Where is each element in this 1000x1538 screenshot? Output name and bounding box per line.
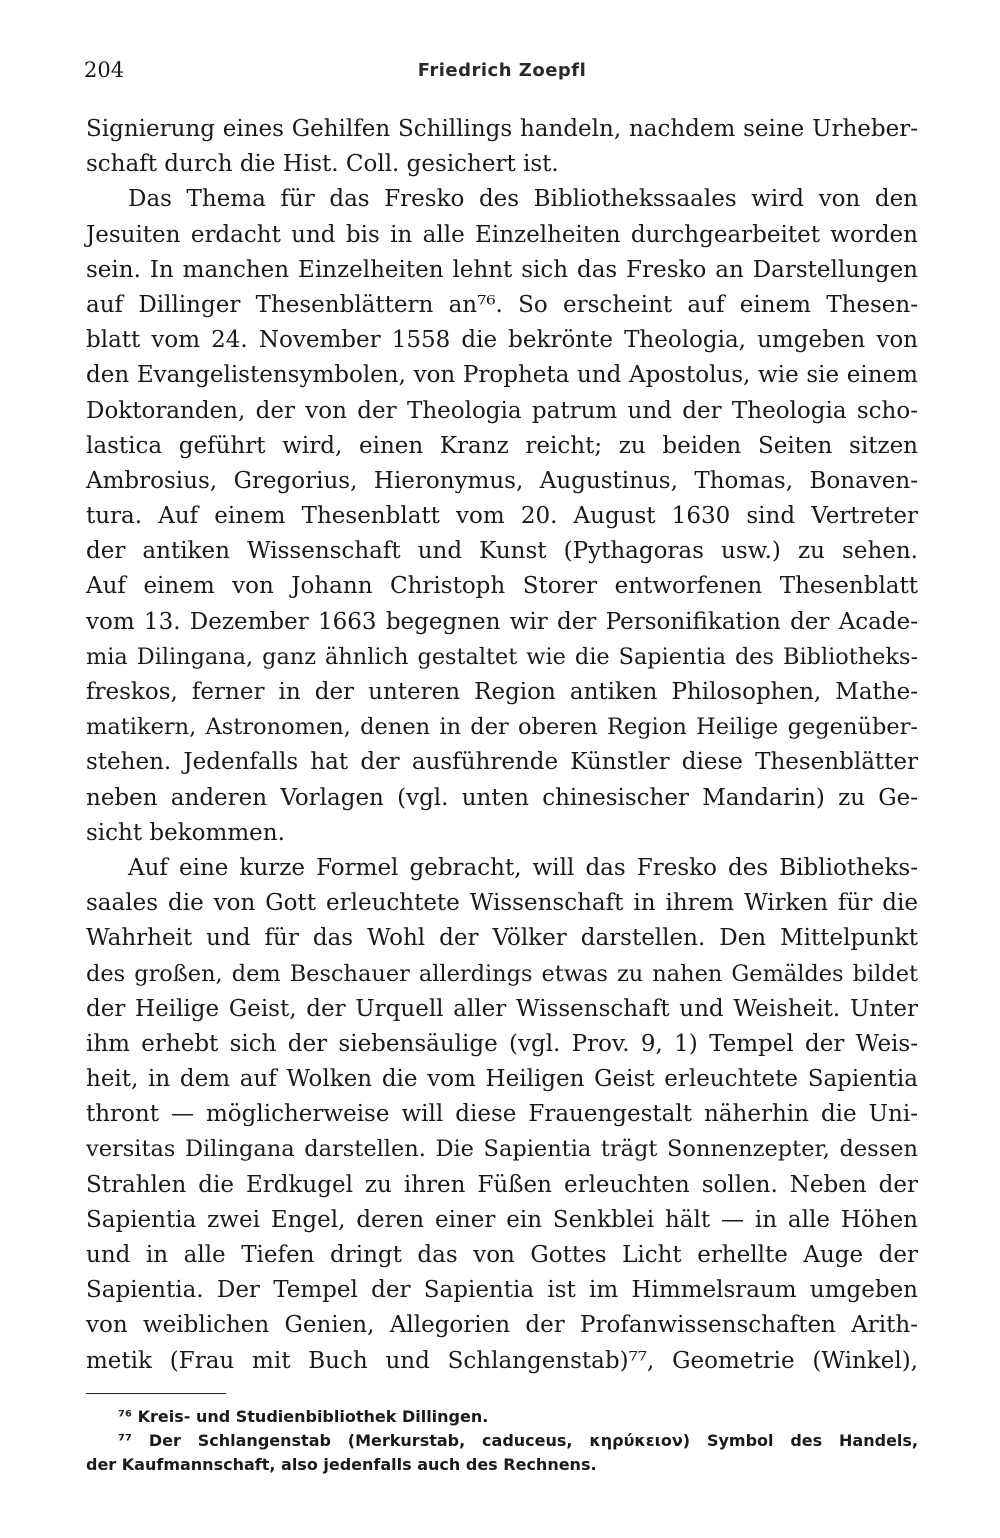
text-line: lastica geführt wird, einen Kranz reicht; zu beiden Seiten sitzen bbox=[86, 432, 918, 459]
text-line: mia Dilingana, ganz ähnlich gestaltet wie die Sapientia des Bibliotheks- bbox=[86, 643, 918, 670]
text-line: auf Dillinger Thesenblättern an⁷⁶. So erscheint auf einem Thesen- bbox=[86, 291, 918, 318]
text-line: Auf eine kurze Formel gebracht, will das Fresko des Bibliotheks- bbox=[128, 854, 918, 881]
footnotes bbox=[86, 1405, 918, 1477]
text-line: tura. Auf einem Thesenblatt vom 20. August 1630 sind Vertreter bbox=[86, 503, 918, 530]
text-line: Wahrheit und für das Wohl der Völker darstellen. Den Mittelpunkt bbox=[86, 925, 918, 952]
text-line: neben anderen Vorlagen (vgl. unten chinesischer Mandarin) zu Ge- bbox=[86, 784, 918, 811]
text-line: freskos, ferner in der unteren Region antiken Philosophen, Mathe- bbox=[86, 679, 918, 705]
text-line: vom 13. Dezember 1663 begegnen wir der Personifikation der Acade- bbox=[86, 608, 918, 635]
text-line: ihm erhebt sich der siebensäulige (vgl. Prov. 9, 1) Tempel der Weis- bbox=[86, 1030, 918, 1057]
text-line: saales die von Gott erleuchtete Wissenschaft in ihrem Wirken für die bbox=[86, 890, 918, 917]
footnote-77-continued: der Kaufmannschaft, also jedenfalls auch des Rechnens. bbox=[86, 1455, 597, 1474]
text-line: Doktoranden, der von der Theologia patrum und der Theologia scho- bbox=[86, 397, 918, 424]
text-line: schaft durch die Hist. Coll. gesichert ist. bbox=[86, 151, 559, 178]
text-line: metik (Frau mit Buch und Schlangenstab)⁷⁷, Geometrie (Winkel), bbox=[86, 1347, 918, 1374]
text-line: Sapientia. Der Tempel der Sapientia ist im Himmelsraum umgeben bbox=[86, 1277, 918, 1304]
text-line: des großen, dem Beschauer allerdings etwas zu nahen Gemäldes bildet bbox=[86, 960, 918, 987]
running-head: Friedrich Zoepfl bbox=[417, 60, 587, 81]
body-text bbox=[86, 112, 918, 1379]
text-line: sicht bekommen. bbox=[86, 819, 285, 846]
text-line: Strahlen die Erdkugel zu ihren Füßen erleuchten sollen. Neben der bbox=[86, 1171, 918, 1198]
footnote-76: ⁷⁶ Kreis- und Studienbibliothek Dillingen. bbox=[118, 1407, 489, 1426]
text-line: Das Thema für das Fresko des Bibliothekssaales wird von den bbox=[128, 186, 918, 213]
page-header bbox=[84, 58, 920, 88]
text-line: der Heilige Geist, der Urquell aller Wissenschaft und Weisheit. Unter bbox=[86, 995, 918, 1022]
text-line: Ambrosius, Gregorius, Hieronymus, Augustinus, Thomas, Bonaven- bbox=[86, 467, 918, 494]
text-line: Sapientia zwei Engel, deren einer ein Senkblei hält — in alle Höhen bbox=[86, 1206, 918, 1233]
page-number: 204 bbox=[84, 58, 125, 82]
text-line: und in alle Tiefen dringt das von Gottes Licht erhellte Auge der bbox=[86, 1242, 918, 1268]
text-line: Auf einem von Johann Christoph Storer entworfenen Thesenblatt bbox=[86, 573, 918, 600]
text-line: von weiblichen Genien, Allegorien der Profanwissenschaften Arith- bbox=[86, 1312, 918, 1339]
footnote-77: ⁷⁷ Der Schlangenstab (Merkurstab, caduceus, κηρύκειον) Symbol des Handels, bbox=[118, 1431, 918, 1450]
text-line: thront — möglicherweise will diese Frauengestalt näherhin die Uni- bbox=[86, 1101, 918, 1128]
text-line: der antiken Wissenschaft und Kunst (Pythagoras usw.) zu sehen. bbox=[86, 538, 918, 565]
text-line: versitas Dilingana darstellen. Die Sapientia trägt Sonnenzepter, dessen bbox=[86, 1136, 918, 1163]
text-line: sein. In manchen Einzelheiten lehnt sich das Fresko an Darstellungen bbox=[86, 256, 918, 283]
text-line: heit, in dem auf Wolken die vom Heiligen Geist erleuchtete Sapientia bbox=[86, 1066, 918, 1093]
text-line: Signierung eines Gehilfen Schillings handeln, nachdem seine Urheber- bbox=[86, 116, 918, 142]
text-line: blatt vom 24. November 1558 die bekrönte Theologia, umgeben von bbox=[86, 327, 918, 354]
text-line: den Evangelistensymbolen, von Propheta und Apostolus, wie sie einem bbox=[86, 362, 918, 389]
footnote-divider bbox=[86, 1393, 226, 1394]
text-line: matikern, Astronomen, denen in der oberen Region Heilige gegenüber- bbox=[86, 714, 918, 741]
text-line: stehen. Jedenfalls hat der ausführende Künstler diese Thesenblätter bbox=[86, 749, 918, 776]
text-line: Jesuiten erdacht und bis in alle Einzelheiten durchgearbeitet worden bbox=[86, 221, 918, 248]
